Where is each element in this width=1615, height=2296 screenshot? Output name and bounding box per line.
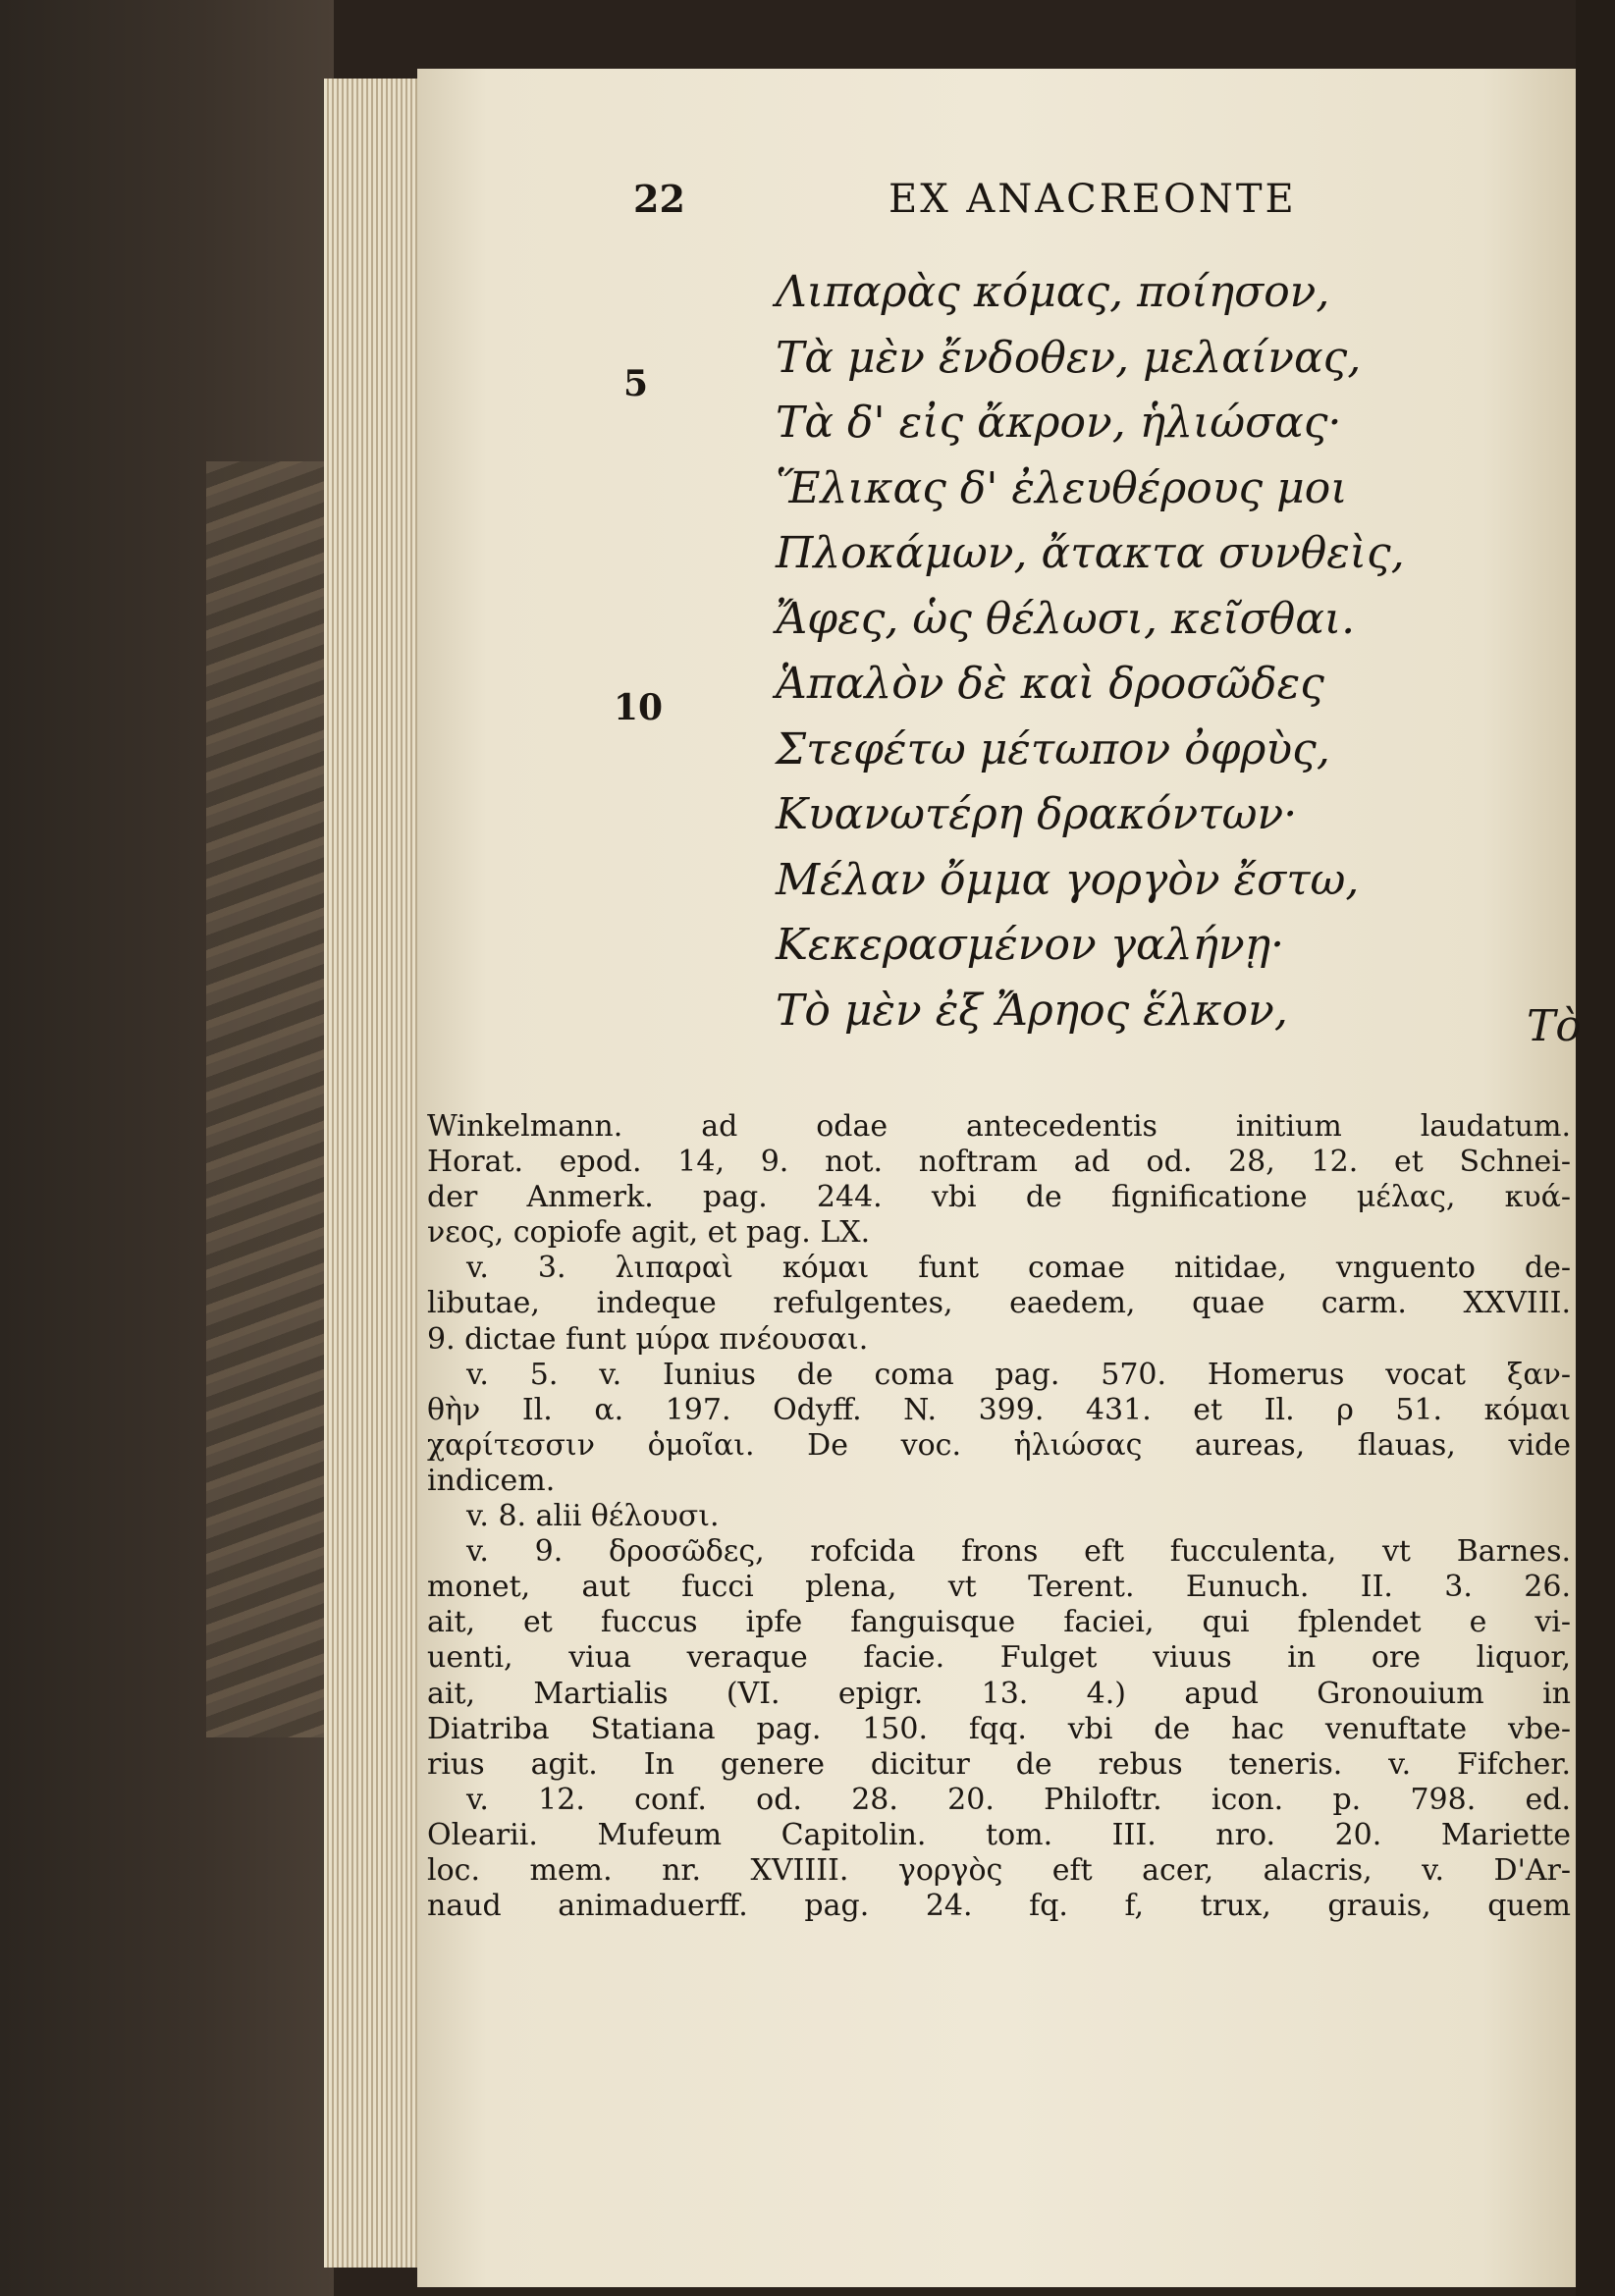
note-line: v. 8. alii θέλουσι. (466, 1499, 720, 1534)
verse-line: Κυανωτέρη δρακόντων· (776, 789, 1298, 839)
commentary-notes (427, 1109, 1571, 1924)
note-line: v. 9. δροσῶδες, rofcida frons eft fucculenta, vt Barnes. (466, 1534, 1571, 1570)
note-line: v. 3. λιπαραὶ κόμαι funt comae nitidae, vnguento de- (466, 1251, 1571, 1286)
note-line: θὴν Il. α. 197. Odyff. N. 399. 431. et Il. ρ 51. κόμαι (427, 1392, 1571, 1427)
note-line: monet, aut fucci plena, vt Terent. Eunuch. II. 3. 26. (427, 1570, 1571, 1605)
book-page (417, 69, 1582, 2287)
verse-line: Λιπαρὰς κόμας, ποίησον, (776, 267, 1330, 317)
verse-line: Στεφέτω μέτωπον ὀφρὺς, (776, 723, 1330, 774)
verse-line: Πλοκάμων, ἄτακτα συνθεὶς, (776, 528, 1405, 578)
catchword: Τὸ (1527, 1001, 1582, 1051)
note-line: Diatriba Statiana pag. 150. fqq. vbi de hac venuftate vbe- (427, 1711, 1571, 1746)
note-line: loc. mem. nr. XVIIII. γοργὸς eft acer, alacris, v. D'Ar- (427, 1852, 1571, 1888)
note-line: νεος, copiofe agit, et pag. LX. (427, 1215, 871, 1251)
note-line: Olearii. Mufeum Capitolin. tom. III. nro. 20. Mariette (427, 1817, 1571, 1852)
note-line: ait, Martialis (VI. epigr. 13. 4.) apud Gronouium in (427, 1676, 1571, 1711)
note-line: libutae, indeque refulgentes, eaedem, quae carm. XXVIII. (427, 1286, 1571, 1321)
verse-line: Ἁπαλὸν δὲ καὶ δροσῶδες (776, 659, 1324, 709)
background-right (1576, 0, 1615, 2296)
marbled-cover (206, 461, 344, 1737)
running-head: EX ANACREONTE (888, 177, 1297, 222)
note-line: ait, et fuccus ipfe fanguisque faciei, qui fplendet e vi- (427, 1605, 1571, 1640)
note-line: Winkelmann. ad odae antecedentis initium laudatum. (427, 1109, 1571, 1144)
note-line: χαρίτεσσιν ὁμοῖαι. De voc. ἡλιώσας aureas, flauas, vide (427, 1427, 1571, 1463)
note-line: rius agit. In genere dicitur de rebus teneris. v. Fifcher. (427, 1746, 1571, 1782)
note-line: Horat. epod. 14, 9. not. noftram ad od. 28, 12. et Schnei- (427, 1145, 1571, 1180)
verse-line: Ἕλικας δ' ἐλευθέρους μοι (776, 462, 1348, 513)
verse-line: Τὰ δ' εἰς ἄκρον, ἡλιώσας· (776, 398, 1342, 448)
greek-verse (776, 260, 1541, 1043)
note-line: uenti, viua veraque facie. Fulget viuus in ore liquor, (427, 1640, 1571, 1676)
note-line: v. 12. conf. od. 28. 20. Philoftr. icon. p. 798. ed. (466, 1782, 1571, 1817)
page-number: 22 (633, 177, 685, 221)
line-number: 5 (623, 363, 649, 404)
verse-line: Μέλαν ὄμμα γοργὸν ἔστω, (776, 854, 1360, 905)
note-line: indicem. (427, 1463, 556, 1498)
page-edges (324, 79, 422, 2268)
verse-line: Κεκερασμένον γαλήνῃ· (776, 920, 1285, 970)
book-binding-left (0, 0, 334, 2296)
page-header (417, 177, 1576, 236)
verse-line: Ἄφες, ὡς θέλωσι, κεῖσθαι. (776, 593, 1356, 644)
verse-line: Τὸ μὲν ἐξ Ἄρηος ἕλκον, (776, 985, 1288, 1036)
note-line: naud animaduerff. pag. 24. fq. f, trux, grauis, quem (427, 1889, 1571, 1924)
note-line: der Anmerk. pag. 244. vbi de fignificatione μέλας, κυά- (427, 1180, 1571, 1215)
line-number: 10 (614, 687, 664, 728)
note-line: 9. dictae funt μύρα πνέουσαι. (427, 1321, 869, 1357)
verse-line: Τὰ μὲν ἔνδοθεν, μελαίνας, (776, 332, 1362, 383)
note-line: v. 5. v. Iunius de coma pag. 570. Homerus vocat ξαν- (466, 1357, 1571, 1392)
